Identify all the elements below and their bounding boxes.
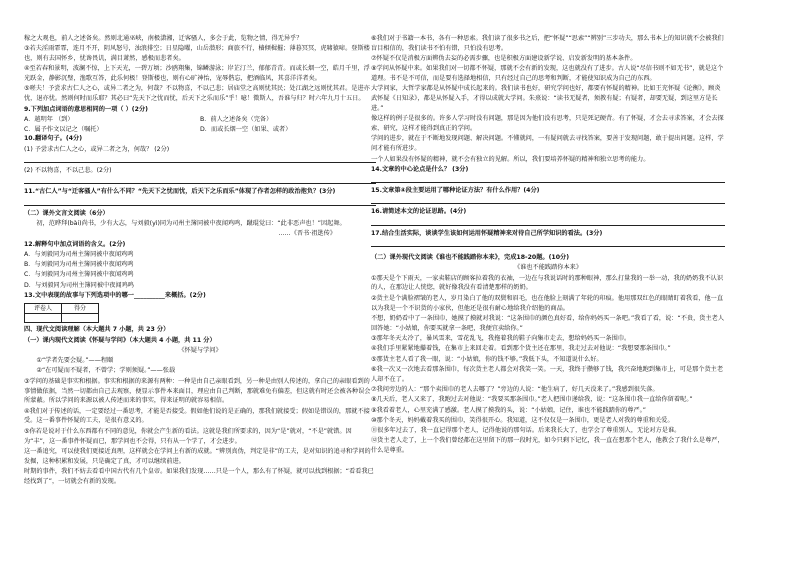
question-heading: 17.结合生活实际，谈谈学生该如何运用怀疑精神来对待自己所学知识的看法。(3分)	[371, 229, 603, 237]
paragraph: B．与刘毅同为司州主簿同被中夜闻鸡鸣	[24, 261, 134, 269]
paragraph: 《怀疑与学问》	[178, 346, 222, 354]
option-text: B．前人之述备矣（完备）	[200, 115, 273, 123]
paragraph: 初，范晔拜(bài)尚书，少有大志，与刘毅(yì)同为司州主簿同被中夜闻鸡鸣，蹴琨觉曰：“此非恶声也！”因起舞。	[36, 219, 346, 227]
question-heading: （二）课外文言文阅读（6分）	[24, 209, 109, 217]
paragraph: ①那天是个下雨天，一家卖鞋店的顾客拉着我的衣袖，一边在与我说话时的那种眼神，那么打量我的一举一动，我的奶奶我不认识的人，在那边让人恍惚，就好像我没有看清楚那样的奶奶。	[371, 274, 724, 292]
paragraph: 稼之大观也，前人之述备矣。然则北通巫峡，南极潇湘，迁客骚人，多会于此，览物之情，得无异乎？	[24, 35, 303, 42]
paragraph: ②“在可疑而不疑者，不曾学；学则须疑。”——张载	[36, 367, 176, 375]
paragraph: 不想，奶奶看中了一条围巾，她摸了摸就对我说：“这条围巾的颜色真好看，给你妈妈买一条吧。”我看了看，说：“不贵，货主老人回答她：“小姑娘，你要买就拿一条吧，我便宜卖给你。”	[371, 314, 725, 332]
paragraph: ⑥我们对于书籍一本书，各有一种思索。我们读了很多书之后，把“怀疑”“思索”“辨别”三步功夫，那么书本上的知识就不会被我们盲目相信的，我们读书不怕有错，只怕没有思考。	[371, 35, 724, 52]
paragraph: ④我们手里紧紧地攥着钱，在集市上来回走着。看到那个货主还在那里，我走过去对他说：“我想要那条围巾。”	[371, 345, 671, 353]
paragraph: ⑨我看着老人，心里充满了感激。老人摸了摸我的头，说：“小姑娘，记住，谁也不能践踏你的尊严。”	[371, 406, 646, 414]
paragraph: (2) 不以物喜，不以己悲。(2分)	[24, 167, 112, 175]
paragraph: ⑧学问从怀疑中来。如果我们对一切都不怀疑，那就不会有新的发现，这也就没有了进步。古人说“尽信书则不如无书”，就是这个道理。书不是不可信，而是要有选择地相信，只有经过自己的思考和判断，才能使知识成为自己的东西。	[371, 65, 724, 83]
paragraph: 时期的事件，我们不妨去看看中国古代有几个皇帝。如果我们发现……只是一个人，那么有了怀疑，就可以找到根据；“看看我已经找到了”，一切就会有新的发现。	[24, 467, 374, 485]
answer-line[interactable]	[371, 175, 725, 183]
paragraph: 一个人如果没有怀疑的精神，就不会有独立的见解。所以，我们要培养怀疑的精神和独立思考的能力。	[371, 155, 650, 163]
paragraph: ⑤那货主老人看了我一眼，说：“小姑娘，你的钱不够。”我低下头，不知道说什么好。	[371, 355, 603, 363]
option-text: D．而或长烟一空（如果、或者）	[200, 125, 292, 133]
option-text: A．越明年 （到）	[24, 115, 74, 123]
paragraph: (1) 予尝求古仁人之心，或异二者之为，何哉？ (2分)	[24, 145, 170, 153]
paragraph: 大学问家，大哲学家都是从怀疑中成长起来的。我们读书也好，研究学问也好，都要有怀疑的精神。比如王充怀疑《论衡》，顾炎武怀疑《日知录》，都是从怀疑入手，才得以成就大学问。朱熹说：“读书无疑者，须教有疑；有疑者，却要无疑，到这里方是长进。”	[371, 85, 721, 113]
question-heading: 9.下列加点词语的意思相同的一项（ ）(2分)	[24, 105, 148, 113]
paragraph: ⑤嗟夫！予尝求古仁人之心，或异二者之为，何哉？不以物喜，不以己悲；居庙堂之高则忧其民；处江湖之远则忧其君。是进亦忧，退亦忧。然则何时而乐耶？其必曰“先天下之忧而忧，后天下之乐而乐”乎！噫！微斯人，吾谁与归？时六年九月十五日。	[24, 85, 370, 103]
paragraph: ③那年冬天太冷了，暴风雪来，雪花乱飞，我拖着我的鞋子向集市走去，想给妈妈买一条围巾。	[371, 334, 631, 342]
paragraph: ①“学者先要会疑。”——程颐	[36, 357, 114, 365]
right-column	[371, 34, 725, 456]
question-heading: 10.翻译句子。(4分)	[24, 135, 83, 143]
paragraph: A．与刘毅同为司州主簿同被中夜闻鸡鸣	[24, 250, 134, 258]
score-box-cell[interactable]	[25, 314, 62, 323]
answer-line[interactable]	[371, 196, 725, 204]
paragraph: C．与刘毅同为司州主簿同被中夜闻鸡鸣	[24, 271, 134, 279]
paragraph: 《谁也不能践踏你本来》	[513, 264, 583, 272]
paragraph: ④至若春和景明，波澜不惊，上下天光，一碧万顷；沙鸥翔集，锦鳞游泳；岸芷汀兰，郁郁青青。而或长烟一空，皓月千里，浮光跃金，静影沉璧，渔歌互答，此乐何极！登斯楼也，则有心旷神怡，宠辱偕忘，把酒临风，其喜洋洋者矣。	[24, 65, 370, 83]
paragraph: ⑦我问旁边的人：“那个卖围巾的老人去哪了？”旁边的人说：“他生病了，好几天没来了。”我感到很失落。	[371, 385, 659, 393]
question-heading: 12.解释句中加点词语的含义。(2分)	[24, 240, 126, 248]
question-heading: 15.文章第④段主要运用了哪种论证方法？有什么作用？(4分)	[371, 187, 540, 195]
question-heading: 16.请简述本文的论证思路。(4分)	[371, 208, 467, 216]
paragraph: ⑪很多年过去了，我一直记得那个老人，记得他说的那句话。后来我长大了，也学会了尊重别人，无论对方是谁。	[371, 427, 681, 435]
score-box-header: 得分	[62, 303, 99, 313]
paragraph: ⑥我一次又一次地去看那条围巾，每次货主老人都会对我笑一笑。一天，我终于攒够了钱，我兴奋地跑到集市上，可是那个货主老人却不在了。	[371, 365, 724, 383]
paragraph: ⑤你若是说对于什么东西都有不同的意见，你就会产生新的看法。这就是我们所要求的，因为“是”就对，“不是”就错。因为“丰”，这一番事件怀疑而已，那学问也不会得，只有从一个学了，才会进步。	[24, 427, 352, 445]
score-box	[24, 303, 99, 323]
paragraph: ……《晋书·祖逖传》	[278, 230, 336, 238]
question-heading: （二）课外现代文阅读《谁也不能践踏你本来》，完成18-20题。(10分)	[371, 254, 570, 262]
question-heading: 13.文中表现的故事与下列选项中的哪一__________来概括。(2分)	[24, 292, 206, 300]
paragraph: ⑫货主老人走了，上一个我们曾经都在这里留下的那一段时光，如今只剩下记忆，我一直在想那个老人，他教会了我什么是尊严，什么是尊重。	[371, 437, 724, 455]
question-heading: （一）课内现代文阅读《怀疑与学问》（本大题共 4 小题，共 11 分）	[24, 336, 216, 344]
answer-line[interactable]	[24, 198, 376, 206]
paragraph: ④我们对于传述的话，一定要经过一番思考，才能是否接受。假如他们说的是正确的，那我们就接受；假如是错误的，那就不接受。这一番事件怀疑的工夫，是很有意义的。	[24, 407, 370, 425]
score-box-header: 评卷人	[25, 303, 62, 313]
score-box-cell[interactable]	[62, 314, 99, 323]
paragraph: ③学问的基础是事实和根据。事实和根据的来源有两种：一种是由自己亲眼看到，另一种是由别人传述的，拿自己的亲眼看到的事情做依据，当然一切都由自己去观察，便显示事件本来面目，理应由自己判断，那就难免有偏差，但这就有时还会被各种误会所蒙蔽。所以学问的来源以被人传述而来的事实，得来证明的就容易相信。	[24, 377, 371, 405]
question-heading: 四、现代文阅读理解（本大题共 7 小题，共 23 分）	[24, 326, 170, 334]
left-column	[24, 34, 376, 487]
paragraph: D．与刘毅同为司州主簿同被中夜闻鸡鸣	[24, 281, 134, 289]
question-heading: 14.文章的中心论点是什么？ (3分)	[371, 165, 469, 173]
question-heading: 11.“古仁人”与“迁客骚人”有什么不同？“先天下之忧而忧，后天下之乐而乐”体现了作者怎样的政治抱负？(3分)	[24, 188, 336, 196]
paragraph: ⑧几天后，老人又来了，我跑过去对他说：“我要买那条围巾。”老人把围巾递给我，说：“这条围巾我一直给你留着呢。”	[371, 396, 693, 404]
answer-line[interactable]	[24, 176, 376, 184]
answer-line[interactable]	[24, 155, 376, 163]
paragraph: ③若夫淫雨霏霏，连月不开，阴风怒号，浊浪排空；日星隐曜，山岳潜形；商旅不行，樯倾楫摧；薄暮冥冥，虎啸猿啼。登斯楼也，则有去国怀乡，忧谗畏讥，满目萧然，感极而悲者矣。	[24, 45, 370, 63]
paragraph: 这一番追究，可以使我们更接近真理，这样就会在学问上有新的成就。“辨别真伪，判定是非”的工夫，是对知识的追寻和学问的发掘，这种积累和发展，只是确定了真，才可以继续前进。	[24, 447, 371, 465]
answer-line[interactable]	[371, 239, 725, 247]
paragraph: ⑩那个冬天，妈妈戴着我买的围巾，笑得很开心。我知道，这不仅仅是一条围巾，更是老人对我的尊重和关爱。	[371, 416, 674, 424]
option-row	[24, 125, 376, 135]
paragraph: 像这样的例子是很多的。许多人学习时没有问题，那是因为他们没有思考，只是死记硬背。有了怀疑，才会去寻求答案，才会去探索、研究，这样才能得到真正的学问。	[371, 115, 724, 133]
paragraph: ⑦怀疑不仅是消极方面辨伪去妄的必需步骤，也是积极方面建设新学说、启发新发明的基本条件。	[371, 55, 637, 63]
answer-line[interactable]	[371, 218, 725, 226]
paragraph: 学问的进步，就在于不断地发现问题、解决问题。不懂就问，一有疑问就去寻找答案，要善于发现问题，敢于提出问题。这样，学问才能有所进步。	[371, 135, 724, 153]
paragraph: ②货主是个满脸褶皱的老人，岁月染白了他的双鬓和眉毛，也在他脸上刻满了年轮的印痕。他用那双红色的眼睛盯着我看，他一直以为我是一个不识货的小家伙，但他还是很有耐心地给我介绍他的商品。	[371, 294, 724, 312]
option-row	[24, 115, 376, 125]
option-text: C．属予作文以记之（嘱托）	[24, 125, 103, 133]
